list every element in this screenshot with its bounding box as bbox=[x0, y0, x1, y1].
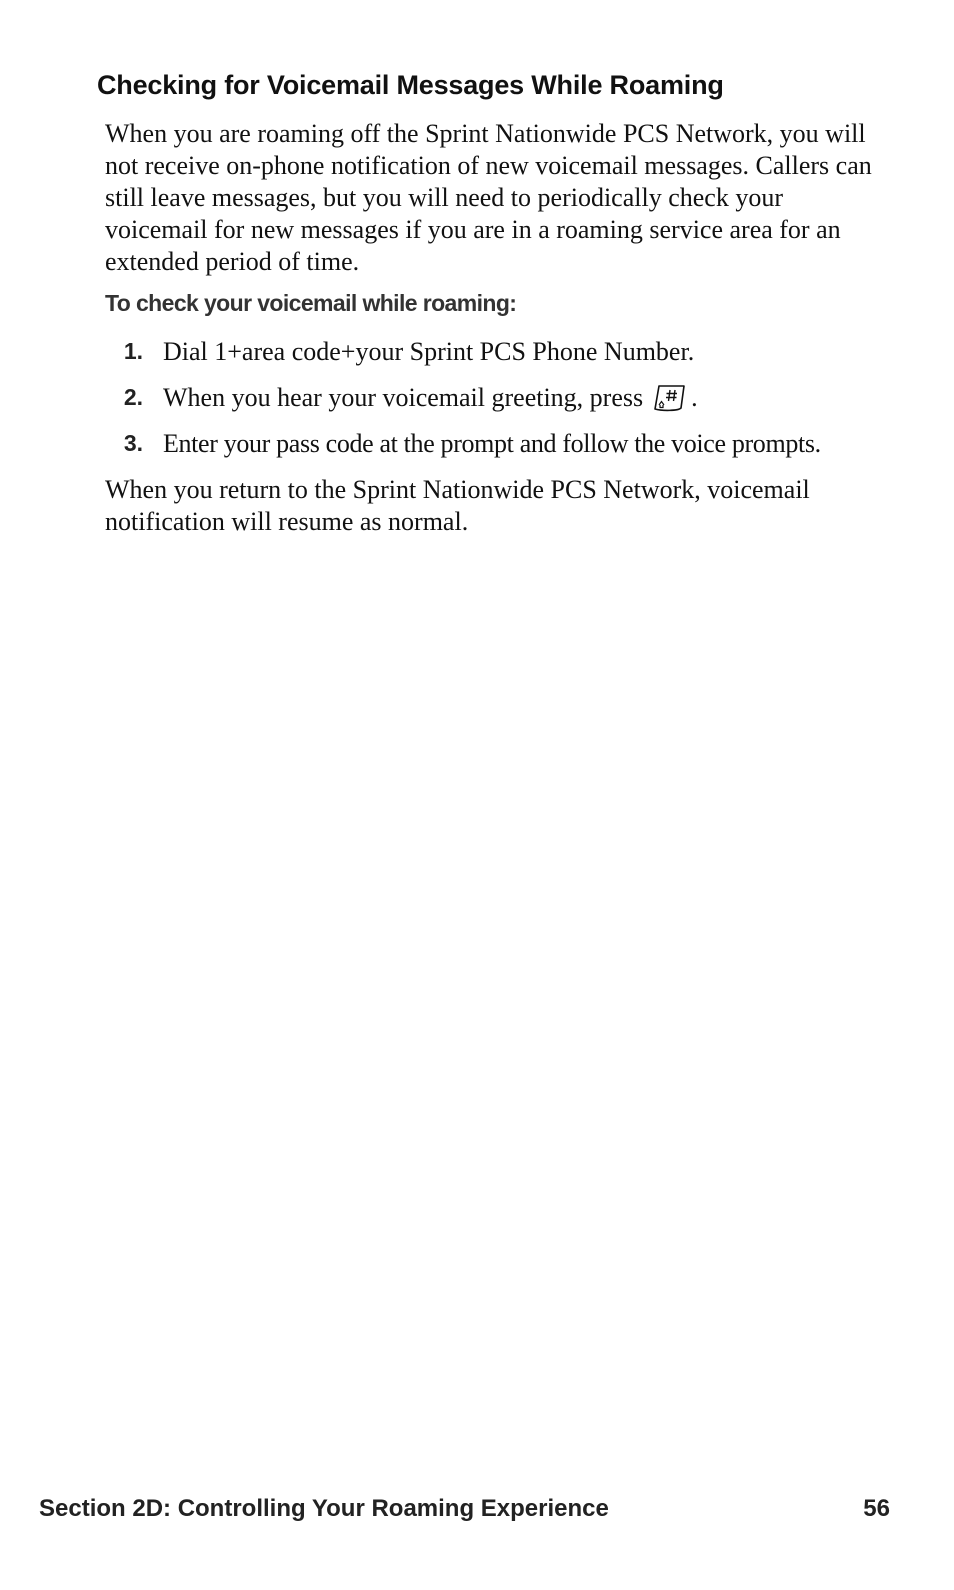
page-number: 56 bbox=[863, 1495, 890, 1522]
intro-paragraph: When you are roaming off the Sprint Nationwide PCS Network, you will not receive on-phone notification of new voicemail messages. Callers can still leave messages, but you will need to periodically check your voicemail for new messages if you are in a roaming service area for an extended period of time. bbox=[105, 119, 872, 276]
steps-list bbox=[105, 336, 905, 474]
step-text-after: . bbox=[691, 383, 698, 412]
list-item bbox=[105, 336, 905, 382]
step-text-before: When you hear your voicemail greeting, press bbox=[163, 383, 644, 412]
pound-key-icon bbox=[651, 384, 687, 420]
step-text: Enter your pass code at the prompt and follow the voice prompts. bbox=[163, 429, 821, 458]
step-text: Dial 1+area code+your Sprint PCS Phone Number. bbox=[163, 337, 695, 366]
footer-section-title: Section 2D: Controlling Your Roaming Experience bbox=[39, 1495, 609, 1522]
step-number: 3. bbox=[123, 430, 143, 456]
list-item bbox=[105, 382, 905, 428]
procedure-title: To check your voicemail while roaming: bbox=[105, 290, 517, 316]
closing-paragraph: When you return to the Sprint Nationwide PCS Network, voicemail notification will resume as normal. bbox=[105, 475, 810, 536]
step-text bbox=[163, 382, 698, 420]
section-heading: Checking for Voicemail Messages While Roaming bbox=[97, 70, 724, 100]
step-number: 2. bbox=[123, 384, 143, 410]
list-item bbox=[105, 428, 905, 474]
step-number: 1. bbox=[123, 338, 143, 364]
